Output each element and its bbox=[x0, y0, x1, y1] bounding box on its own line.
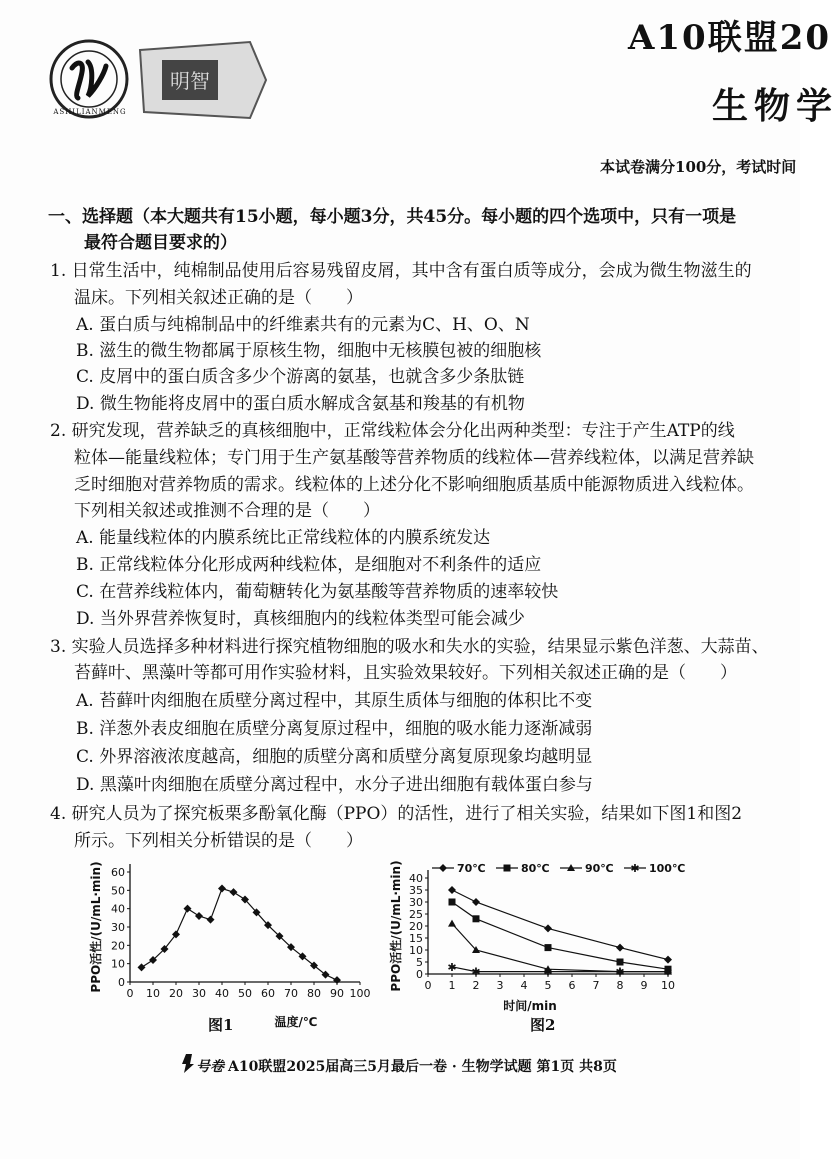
data-point: ✱ bbox=[543, 965, 553, 979]
exam-info: 本试卷满分100分，考试时间 bbox=[600, 158, 797, 176]
q2-stem-line4: 下列相关叙述或推测不合理的是（ ） bbox=[74, 501, 380, 521]
q4-stem-line2: 所示。下列相关分析错误的是（ ） bbox=[74, 831, 363, 851]
legend-marker-1 bbox=[439, 864, 447, 872]
y-tick-label: 5 bbox=[416, 956, 423, 969]
q1-stem-line1: 1. 日常生活中，纯棉制品使用后容易残留皮屑，其中含有蛋白质等成分，会成为微生物滋生的 bbox=[50, 261, 752, 281]
series-line-2 bbox=[452, 902, 668, 969]
data-point bbox=[448, 886, 456, 894]
x-axis-label: 时间/min bbox=[503, 999, 557, 1013]
figure1-caption: 图1 bbox=[208, 1016, 234, 1034]
data-point bbox=[195, 912, 203, 920]
section-title-line1: 一、选择题（本大题共有15小题，每小题3分，共45分。每小题的四个选项中，只有一项是 bbox=[48, 207, 737, 227]
subject-title: 生物学 bbox=[712, 85, 838, 127]
data-point: ✱ bbox=[615, 965, 625, 979]
stamp-text: 明智 bbox=[170, 69, 210, 93]
q3-option-b: B. 洋葱外表皮细胞在质壁分离复原过程中，细胞的吸水能力逐渐减弱 bbox=[76, 719, 593, 739]
q2-option-d: D. 当外界营养恢复时，真核细胞内的线粒体类型可能会减少 bbox=[76, 609, 525, 629]
section-title-line2: 最符合题目要求的） bbox=[84, 233, 237, 253]
q2-stem-line3: 乏时细胞对营养物质的需求。线粒体的上述分化不影响细胞质基质中能源物质进入线粒体。 bbox=[74, 475, 754, 495]
y-axis-label: PPO活性/(U/mL·min) bbox=[389, 860, 403, 992]
data-point bbox=[545, 944, 552, 951]
y-tick-label: 40 bbox=[111, 902, 125, 916]
x-tick-label: 80 bbox=[307, 987, 321, 1000]
y-tick-label: 15 bbox=[409, 932, 423, 945]
figure1-chart bbox=[88, 858, 380, 1028]
legend-label-3: 90℃ bbox=[585, 862, 614, 875]
x-tick-label: 1 bbox=[448, 979, 456, 992]
x-tick-label: 90 bbox=[330, 987, 344, 1000]
x-tick-label: 20 bbox=[169, 987, 183, 1000]
x-tick-label: 10 bbox=[661, 979, 675, 992]
series-title: A10联盟20 bbox=[628, 18, 832, 58]
data-point: ✱ bbox=[663, 965, 673, 979]
q2-stem-line2: 粒体—能量线粒体；专门用于生产氨基酸等营养物质的线粒体—营养线粒体，以满足营养缺 bbox=[74, 448, 754, 468]
data-point bbox=[333, 976, 341, 984]
logo-text: ASHILIANMENG bbox=[53, 108, 127, 116]
x-tick-label: 0 bbox=[424, 979, 432, 992]
q2-option-a: A. 能量线粒体的内膜系统比正常线粒体的内膜系统发达 bbox=[76, 528, 491, 548]
q2-option-b: B. 正常线粒体分化形成两种线粒体，是细胞对不利条件的适应 bbox=[76, 555, 542, 575]
x-tick-label: 7 bbox=[592, 979, 600, 992]
q3-stem-line1: 3. 实验人员选择多种材料进行探究植物细胞的吸水和失水的实验，结果显示紫色洋葱、大蒜苗、 bbox=[50, 637, 769, 657]
y-tick-label: 10 bbox=[111, 957, 125, 971]
legend-label-2: 80℃ bbox=[521, 862, 550, 875]
x-tick-label: 8 bbox=[616, 979, 624, 992]
figure2-chart bbox=[388, 858, 688, 1028]
q1-option-c: C. 皮屑中的蛋白质含多少个游离的氨基，也就含多少条肽链 bbox=[76, 367, 525, 387]
y-tick-label: 60 bbox=[111, 866, 125, 879]
school-stamp bbox=[130, 40, 270, 120]
data-point bbox=[472, 898, 480, 906]
x-tick-label: 40 bbox=[215, 987, 229, 1000]
legend-marker-2 bbox=[504, 865, 511, 872]
footer-text: A10联盟2025届高三5月最后一卷 · 生物学试题 第1页 共8页 bbox=[228, 1059, 617, 1075]
data-point bbox=[449, 899, 456, 906]
x-axis-label: 温度/℃ bbox=[274, 1015, 318, 1029]
x-tick-label: 50 bbox=[238, 987, 252, 1000]
q1-stem-line2: 温床。下列相关叙述正确的是（ ） bbox=[74, 288, 363, 308]
data-point bbox=[184, 905, 192, 913]
y-tick-label: 20 bbox=[409, 920, 423, 933]
data-point: ✱ bbox=[447, 960, 457, 974]
x-tick-label: 30 bbox=[192, 987, 206, 1000]
data-point bbox=[230, 888, 238, 896]
series-line-1 bbox=[452, 890, 668, 960]
q3-option-d: D. 黑藻叶肉细胞在质壁分离过程中，水分子进出细胞有载体蛋白参与 bbox=[76, 775, 593, 795]
q2-option-c: C. 在营养线粒体内，葡萄糖转化为氨基酸等营养物质的速率较快 bbox=[76, 582, 559, 602]
y-tick-label: 0 bbox=[416, 968, 423, 981]
y-tick-label: 30 bbox=[111, 921, 125, 934]
data-point bbox=[544, 924, 552, 932]
x-tick-label: 70 bbox=[284, 987, 298, 1000]
brand-mark-icon bbox=[180, 1052, 196, 1074]
y-tick-label: 10 bbox=[409, 944, 423, 957]
x-tick-label: 4 bbox=[520, 979, 528, 992]
x-tick-label: 10 bbox=[146, 987, 160, 1000]
y-tick-label: 50 bbox=[111, 884, 125, 898]
y-tick-label: 20 bbox=[111, 939, 125, 953]
data-point bbox=[664, 956, 672, 964]
footer-brand: 号卷 bbox=[196, 1059, 224, 1075]
x-tick-label: 6 bbox=[568, 979, 576, 992]
legend-marker-4: ✱ bbox=[630, 862, 640, 875]
x-tick-label: 9 bbox=[640, 979, 648, 992]
y-tick-label: 30 bbox=[409, 896, 423, 909]
x-tick-label: 100 bbox=[349, 987, 371, 1000]
q1-option-a: A. 蛋白质与纯棉制品中的纤维素共有的元素为C、H、O、N bbox=[76, 315, 530, 335]
q2-stem-line1: 2. 研究发现，营养缺乏的真核细胞中，正常线粒体会分化出两种类型：专注于产生ATP的线 bbox=[50, 421, 735, 441]
legend-label-1: 70℃ bbox=[457, 862, 486, 875]
y-tick-label: 40 bbox=[409, 872, 423, 885]
y-tick-label: 0 bbox=[118, 976, 125, 989]
data-point bbox=[448, 920, 456, 927]
data-point bbox=[616, 944, 624, 952]
x-tick-label: 2 bbox=[472, 979, 480, 992]
q3-option-a: A. 苔藓叶肉细胞在质壁分离过程中，其原生质体与细胞的体积比不变 bbox=[76, 691, 593, 711]
data-point: ✱ bbox=[471, 965, 481, 979]
data-point bbox=[138, 963, 146, 971]
q1-option-d: D. 微生物能将皮屑中的蛋白质水解成含氨基和羧基的有机物 bbox=[76, 394, 525, 414]
x-tick-label: 3 bbox=[496, 979, 504, 992]
data-point bbox=[218, 885, 226, 893]
x-tick-label: 5 bbox=[544, 979, 552, 992]
x-tick-label: 0 bbox=[126, 987, 134, 1000]
q4-stem-line1: 4. 研究人员为了探究板栗多酚氧化酶（PPO）的活性，进行了相关实验，结果如下图1和图2 bbox=[50, 804, 743, 824]
data-point bbox=[617, 959, 624, 966]
data-point bbox=[207, 916, 215, 924]
data-point bbox=[473, 915, 480, 922]
series-line-1 bbox=[142, 889, 338, 981]
figure2-caption: 图2 bbox=[530, 1016, 556, 1034]
q1-option-b: B. 滋生的微生物都属于原核生物，细胞中无核膜包被的细胞核 bbox=[76, 341, 542, 361]
q3-option-c: C. 外界溶液浓度越高，细胞的质壁分离和质壁分离复原现象均越明显 bbox=[76, 747, 593, 767]
x-tick-label: 60 bbox=[261, 987, 275, 1000]
q3-stem-line2: 苔藓叶、黑藻叶等都可用作实验材料，且实验效果较好。下列相关叙述正确的是（ ） bbox=[74, 663, 737, 683]
y-tick-label: 25 bbox=[409, 908, 423, 921]
legend-label-4: 100℃ bbox=[649, 862, 686, 875]
y-axis-label: PPO活性/(U/mL·min) bbox=[89, 861, 103, 993]
page-footer bbox=[196, 1056, 617, 1076]
y-tick-label: 35 bbox=[409, 884, 423, 897]
